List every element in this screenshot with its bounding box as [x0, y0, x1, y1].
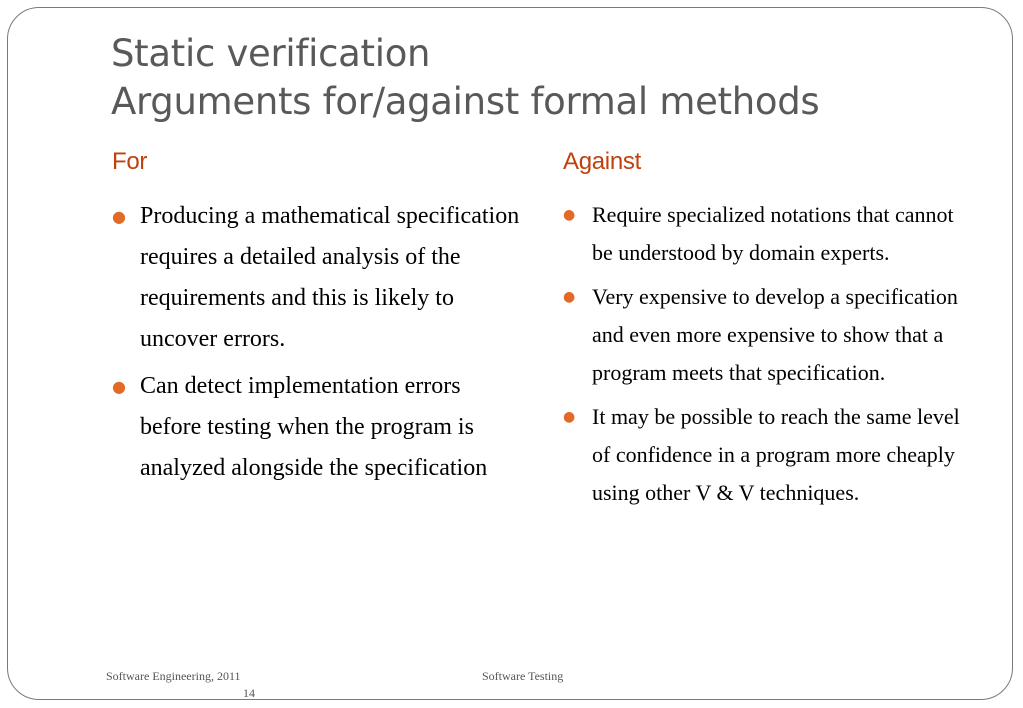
list-item-text: Require specialized notations that cannot be understood by domain experts. — [592, 202, 954, 265]
page-number: 14 — [243, 686, 255, 700]
list-item-text: Very expensive to develop a specification and even more expensive to show that a program meets that specification. — [592, 284, 958, 385]
bullet-dot-icon: ● — [563, 289, 576, 305]
against-heading: Against — [563, 148, 641, 175]
for-list — [112, 196, 522, 495]
list-item — [112, 196, 522, 360]
slide-title — [111, 30, 819, 126]
bullet-dot-icon: ● — [112, 207, 126, 226]
list-item-text: It may be possible to reach the same level of confidence in a program more cheaply using other V & V techniques. — [592, 404, 960, 505]
list-item — [563, 196, 963, 272]
list-item — [563, 278, 963, 392]
for-heading: For — [112, 148, 148, 175]
bullet-dot-icon: ● — [563, 409, 576, 425]
list-item-text: Can detect implementation errors before testing when the program is analyzed alongside the specification — [140, 373, 488, 481]
footer-course: Software Engineering, 2011 — [106, 669, 241, 683]
bullet-dot-icon: ● — [112, 377, 126, 396]
slide-title-line-2: Arguments for/against formal methods — [111, 80, 820, 123]
list-item — [112, 366, 522, 489]
bullet-dot-icon: ● — [563, 207, 576, 223]
footer-topic: Software Testing — [482, 669, 564, 683]
against-list — [563, 196, 963, 518]
list-item — [563, 398, 963, 512]
slide-title-line-1: Static verification — [111, 32, 431, 75]
list-item-text: Producing a mathematical specification requires a detailed analysis of the requirements and this is likely to uncover errors. — [140, 203, 520, 352]
